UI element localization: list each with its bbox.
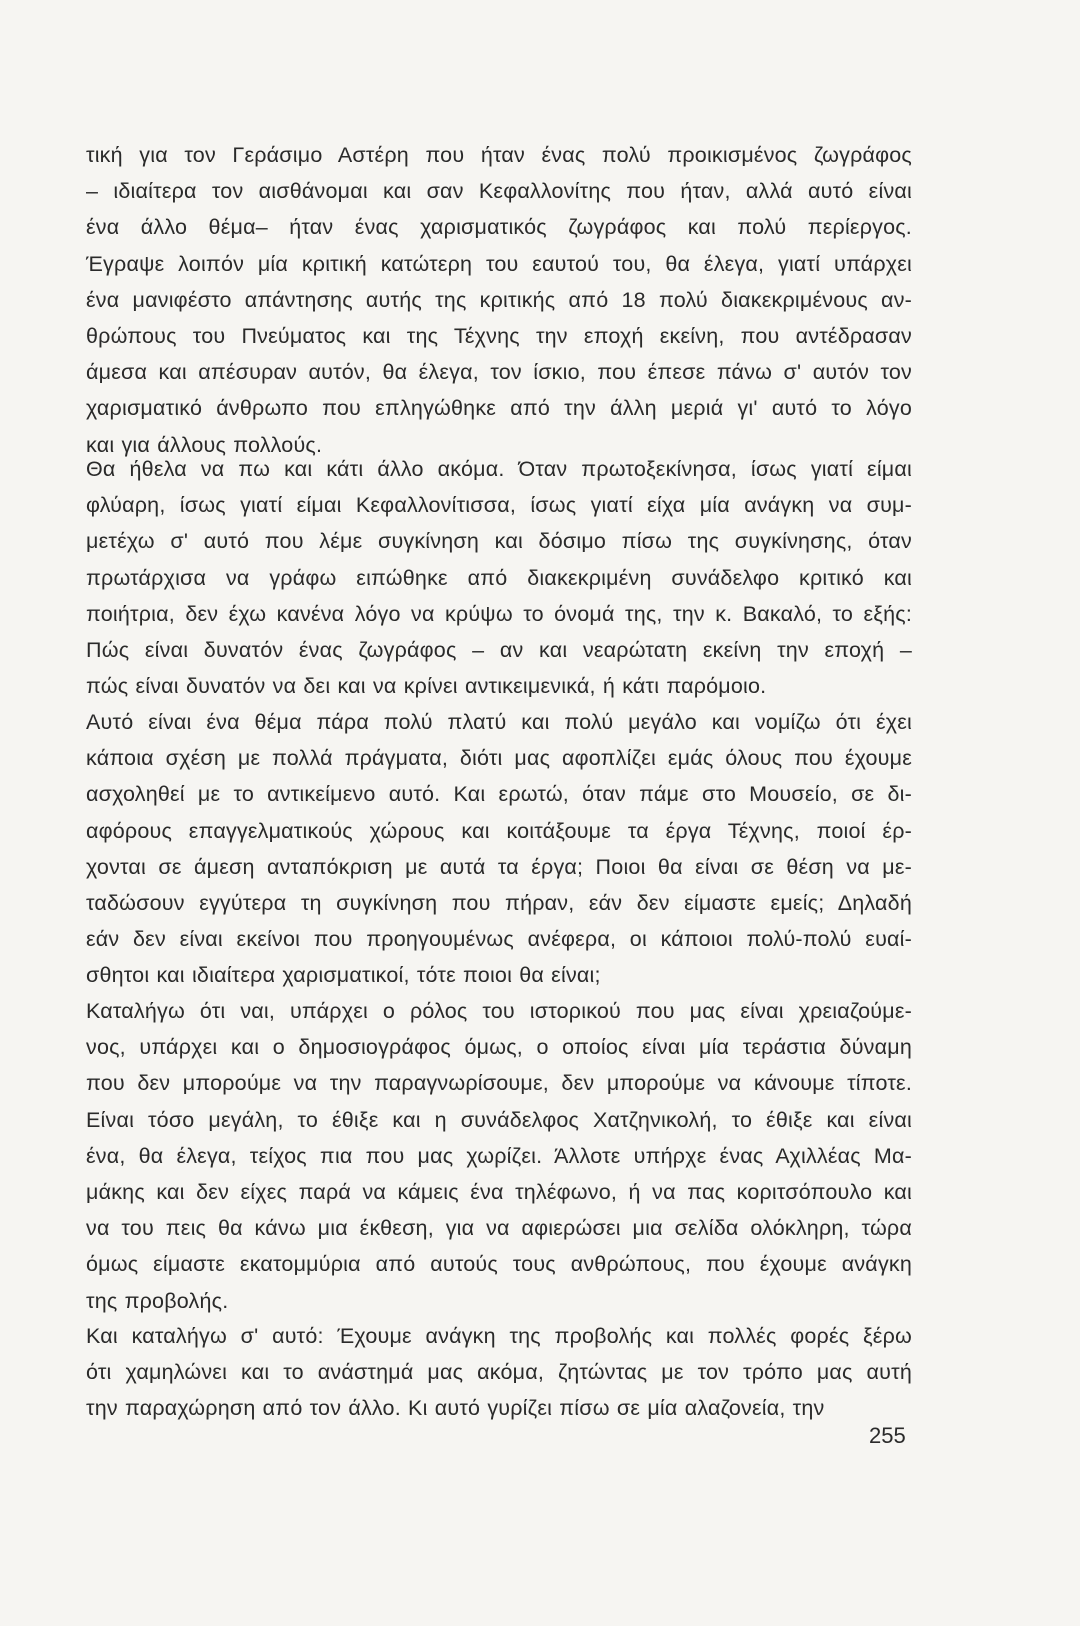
text-line: εάν δεν είναι εκείνοι που προηγουμένως ανέφερα, οι κάποιοι πολύ-πολύ ευαί- bbox=[86, 927, 912, 952]
text-line: και για άλλους πολλούς. bbox=[86, 432, 323, 457]
text-line: να του πεις θα κάνω μια έκθεση, για να αφιερώσει μια σελίδα ολόκληρη, τώρα bbox=[86, 1216, 912, 1241]
text-line: Έγραψε λοιπόν μία κριτική κατώτερη του εαυτού του, θα έλεγα, γιατί υπάρχει bbox=[86, 251, 912, 276]
page-number: 255 bbox=[869, 1423, 906, 1448]
text-line: αφόρους επαγγελματικούς χώρους και κοιτάξουμε τα έργα Τέχνης, ποιοί έρ- bbox=[86, 818, 912, 843]
text-line: Πώς είναι δυνατόν ένας ζωγράφος – αν και νεαρώτατη εκείνη την εποχή – bbox=[86, 637, 912, 662]
paragraph bbox=[86, 451, 912, 704]
text-line: ένα άλλο θέμα– ήταν ένας χαρισματικός ζωγράφος και πολύ περίεργος. bbox=[86, 215, 912, 240]
text-line: τική για τον Γεράσιμο Αστέρη που ήταν ένας πολύ προικισμένος ζωγράφος bbox=[86, 143, 912, 167]
text-line: ένα, θα έλεγα, τείχος πια που μας χωρίζει. Άλλοτε υπήρχε ένας Αχιλλέας Μα- bbox=[86, 1143, 912, 1168]
text-line: Είναι τόσο μεγάλη, το έθιξε και η συνάδελφος Χατζηνικολή, το έθιξε και είναι bbox=[86, 1107, 912, 1132]
text-line: – ιδιαίτερα τον αισθάνομαι και σαν Κεφαλλονίτης που ήταν, αλλά αυτό είναι bbox=[86, 179, 912, 204]
text-line: Αυτό είναι ένα θέμα πάρα πολύ πλατύ και πολύ μεγάλο και νομίζω ότι έχει bbox=[86, 710, 912, 734]
text-line: πρωτάρχισα να γράφω ειπώθηκε από διακεκριμένη συνάδελφο κριτικό και bbox=[86, 565, 912, 590]
paragraph bbox=[86, 704, 912, 994]
text-line: νος, υπάρχει και ο δημοσιογράφος όμως, ο οποίος είναι μία τεράστια δύναμη bbox=[86, 1035, 912, 1060]
text-line: σθητοι και ιδιαίτερα χαρισματικοί, τότε ποιοι θα είναι; bbox=[86, 963, 601, 988]
text-line: που δεν μπορούμε να την παραγνωρίσουμε, δεν μπορούμε να κάνουμε τίποτε. bbox=[86, 1071, 912, 1096]
text-line: Θα ήθελα να πω και κάτι άλλο ακόμα. Όταν πρωτοξεκίνησα, ίσως γιατί είμαι bbox=[86, 457, 912, 481]
text-line: ένα μανιφέστο απάντησης αυτής της κριτικής από 18 πολύ διακεκριμένους αν- bbox=[86, 287, 912, 312]
text-line: κάποια σχέση με πολλά πράγματα, διότι μας αφοπλίζει εμάς όλους που έχουμε bbox=[86, 746, 912, 771]
text-line: φλύαρη, ίσως γιατί είμαι Κεφαλλονίτισσα, ίσως γιατί είχα μία ανάγκη να συμ- bbox=[86, 493, 912, 518]
paragraph bbox=[86, 137, 912, 463]
text-line: άμεσα και απέσυραν αυτόν, θα έλεγα, τον ίσκιο, που έπεσε πάνω σ' αυτόν τον bbox=[86, 360, 912, 385]
text-line: χαρισματικό άνθρωπο που επληγώθηκε από την άλλη μεριά γι' αυτό το λόγο bbox=[86, 396, 912, 421]
text-line: όμως είμαστε εκατομμύρια από αυτούς τους ανθρώπους, που έχουμε ανάγκη bbox=[86, 1252, 912, 1277]
text-line: μάκης και δεν είχες παρά να κάμεις ένα τηλέφωνο, ή να πας κοριτσόπουλο και bbox=[86, 1179, 912, 1204]
text-line: ταδώσουν εγγύτερα τη συγκίνηση που πήραν, εάν δεν είμαστε εμείς; Δηλαδή bbox=[86, 890, 912, 915]
paragraph bbox=[86, 993, 912, 1319]
text-line: Και καταλήγω σ' αυτό: Έχουμε ανάγκη της προβολής και πολλές φορές ξέρω bbox=[86, 1324, 912, 1348]
text-line: την παραχώρηση από τον άλλο. Κι αυτό γυρίζει πίσω σε μία αλαζονεία, την bbox=[86, 1396, 825, 1421]
text-line: θρώπους του Πνεύματος και της Τέχνης την εποχή εκείνη, που αντέδρασαν bbox=[86, 323, 912, 348]
text-line: Καταλήγω ότι ναι, υπάρχει ο ρόλος του ιστορικού που μας είναι χρειαζούμε- bbox=[86, 999, 912, 1023]
text-line: ότι χαμηλώνει και το ανάστημά μας ακόμα, ζητώντας με τον τρόπο μας αυτή bbox=[86, 1360, 912, 1385]
text-line: χονται σε άμεση ανταπόκριση με αυτά τα έργα; Ποιοι θα είναι σε θέση να με- bbox=[86, 854, 912, 879]
paragraph bbox=[86, 1318, 912, 1427]
text-line: ασχοληθεί με το αντικείμενο αυτό. Και ερωτώ, όταν πάμε στο Μουσείο, σε δι- bbox=[86, 782, 912, 807]
text-line: ποιήτρια, δεν έχω κανένα λόγο να κρύψω το όνομά της, την κ. Βακαλό, το εξής: bbox=[86, 601, 912, 626]
text-line: μετέχω σ' αυτό που λέμε συγκίνηση και δόσιμο πίσω της συγκίνησης, όταν bbox=[86, 529, 912, 554]
text-line: πώς είναι δυνατόν να δει και να κρίνει αντικειμενικά, ή κάτι παρόμοιο. bbox=[86, 674, 767, 699]
text-line: της προβολής. bbox=[86, 1288, 229, 1313]
